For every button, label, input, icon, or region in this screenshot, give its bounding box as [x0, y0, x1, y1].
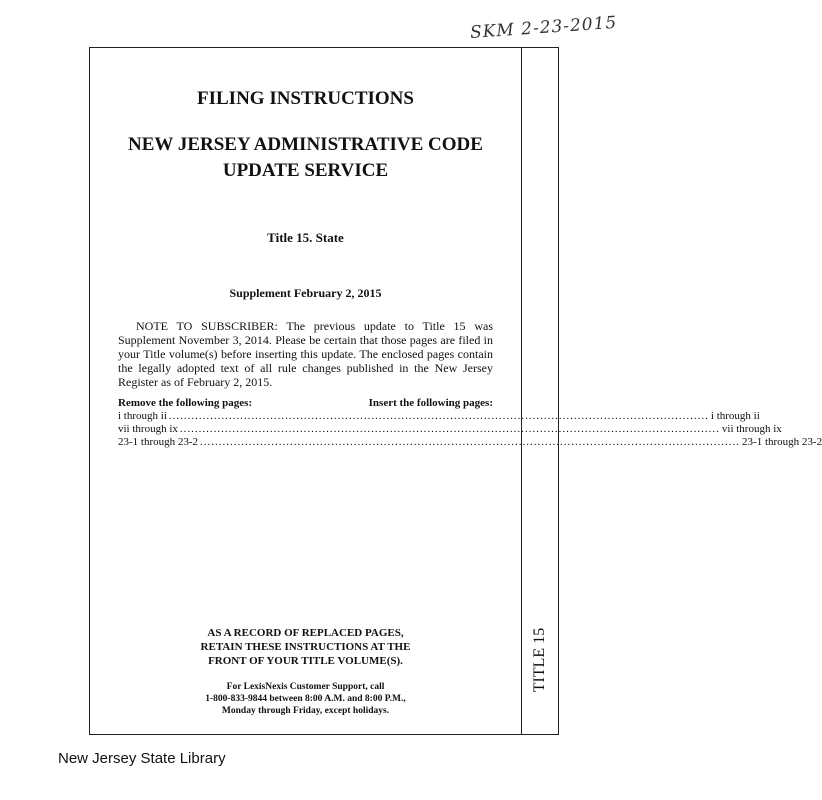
support-line-1: For LexisNexis Customer Support, call: [226, 682, 385, 692]
retain-line-2: RETAIN THESE INSTRUCTIONS AT THE: [200, 641, 411, 653]
document-frame: [89, 47, 822, 735]
table-row: [118, 410, 760, 423]
insert-header: Insert the following pages:: [368, 397, 493, 409]
subheading-line-2: UPDATE SERVICE: [222, 160, 389, 181]
remove-pages: 23-1 through 23-2: [118, 436, 199, 448]
dot-leader: ................................................................................................................................................: [168, 410, 709, 422]
remove-pages: vii through ix: [118, 423, 178, 435]
table-row: [118, 423, 782, 436]
support-line-2: 1-800-833-9844 between 8:00 A.M. and 8:00 P.M.,: [205, 694, 406, 704]
retain-line-3: FRONT OF YOUR TITLE VOLUME(S).: [208, 655, 403, 667]
dot-leader: ................................................................................................................................................: [179, 423, 720, 435]
table-row: [118, 436, 822, 449]
subheading-line-1: NEW JERSEY ADMINISTRATIVE CODE: [128, 134, 483, 155]
insert-pages: vii through ix: [721, 423, 782, 435]
subscriber-note: NOTE TO SUBSCRIBER: The previous update to Title 15 was Supplement November 3, 2014. Please be certain that those pages are filed in your Title volume(s) before inserting this update. The enclosed pages contain the legally adopted text of all rule changes published in the New Jersey Register as of February 2, 2015.: [118, 319, 493, 389]
document-subheading: [118, 132, 493, 184]
main-content: [118, 88, 822, 449]
spine-tab: [521, 48, 558, 734]
insert-pages: i through ii: [710, 410, 760, 422]
support-line-3: Monday through Friday, except holidays.: [221, 706, 390, 716]
dot-leader: ................................................................................................................................................: [200, 436, 741, 448]
retain-line-1: AS A RECORD OF REPLACED PAGES,: [207, 627, 404, 639]
pages-table-header: [118, 397, 493, 410]
library-stamp: New Jersey State Library: [58, 750, 226, 767]
spine-label: TITLE 15: [531, 627, 548, 693]
insert-pages: 23-1 through 23-2: [742, 436, 822, 448]
retain-notice: [118, 626, 493, 668]
handwritten-annotation: SKM 2-23-2015: [469, 12, 618, 44]
remove-header: Remove the following pages:: [118, 397, 253, 409]
title-label: Title 15. State: [267, 230, 344, 245]
supplement-date: Supplement February 2, 2015: [229, 286, 382, 300]
pages-table: [118, 397, 822, 449]
customer-support-notice: [118, 681, 493, 717]
remove-pages: i through ii: [118, 410, 167, 422]
document-heading: FILING INSTRUCTIONS: [197, 88, 414, 109]
